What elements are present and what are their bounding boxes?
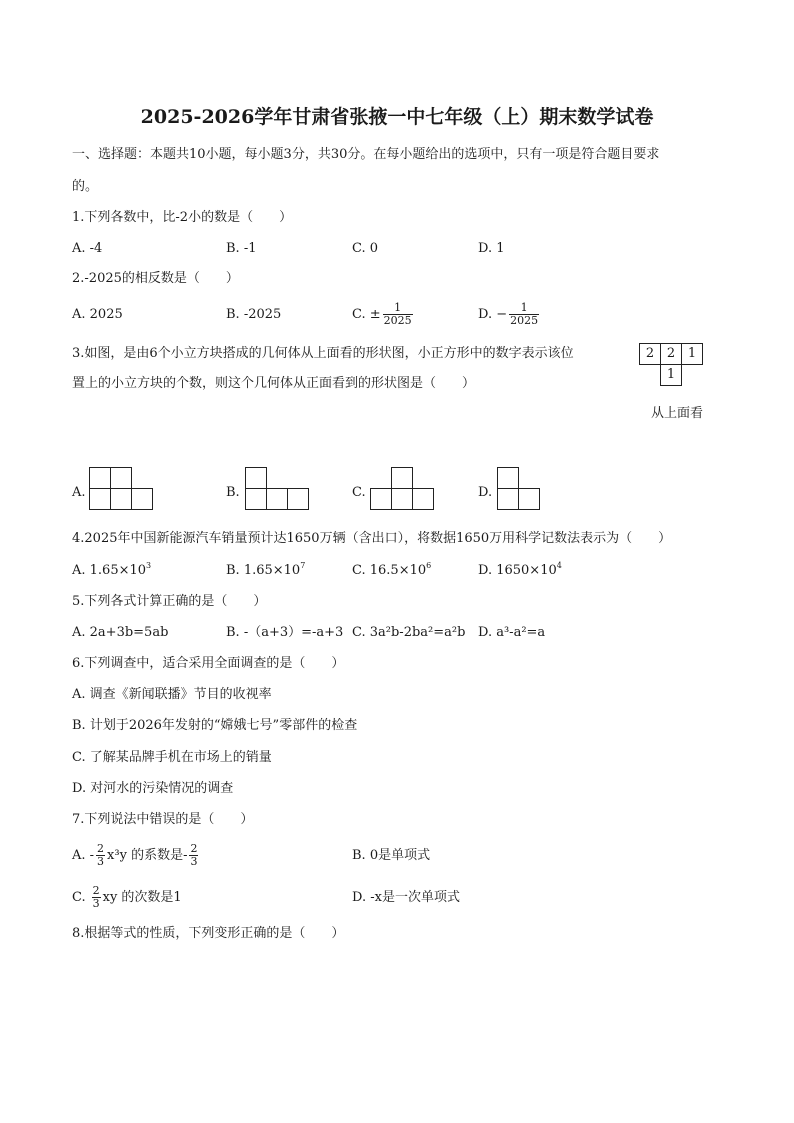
q7-a-text: x³y 的系数是- xyxy=(107,847,188,863)
q2-c-prefix: C. ± xyxy=(352,306,381,322)
q1-option-a: A. -4 xyxy=(72,241,103,256)
fraction-numerator: 1 xyxy=(394,300,402,314)
q4-a-base: A. 1.65×10 xyxy=(72,563,147,578)
q6-option-a: A. 调查《新闻联播》节目的收视率 xyxy=(72,687,272,702)
q2-stem: 2.-2025的相反数是（ ） xyxy=(72,271,239,286)
q7-stem: 7.下列说法中错误的是（ ） xyxy=(72,812,254,827)
q8-stem: 8.根据等式的性质，下列变形正确的是（ ） xyxy=(72,926,345,941)
q7-a-prefix: A. - xyxy=(72,847,95,863)
q4-c-base: C. 16.5×10 xyxy=(352,563,427,578)
q1-stem: 1.下列各数中，比-2小的数是（ ） xyxy=(72,210,293,225)
q6-option-d: D. 对河水的污染情况的调查 xyxy=(72,781,234,796)
q2-option-c xyxy=(352,298,415,330)
q2-option-d xyxy=(478,298,541,330)
q4-option-b xyxy=(226,561,306,578)
top-view-cell: 2 xyxy=(660,343,682,365)
q7-a-fraction-2 xyxy=(189,843,198,867)
q6-option-c: C. 了解某品牌手机在市场上的销量 xyxy=(72,750,272,765)
q7-c-prefix: C. xyxy=(72,889,86,905)
q1-option-b: B. -1 xyxy=(226,241,257,256)
q7-c-fraction xyxy=(92,885,101,909)
top-view-cell: 1 xyxy=(660,364,682,386)
fraction-denominator: 3 xyxy=(97,854,105,868)
q5-option-b: B. -（a+3）=-a+3 xyxy=(226,625,344,640)
q3-option-b-label: B. xyxy=(226,485,240,500)
q7-option-d: D. -x是一次单项式 xyxy=(352,890,460,905)
q7-option-b: B. 0是单项式 xyxy=(352,848,431,863)
q3-option-c-label: C. xyxy=(352,485,366,500)
fraction-denominator: 2025 xyxy=(383,313,412,327)
top-view-grid xyxy=(639,343,719,399)
fraction-denominator: 3 xyxy=(92,896,100,910)
q4-d-base: D. 1650×10 xyxy=(478,563,557,578)
fraction-denominator: 2025 xyxy=(510,313,539,327)
q3-stem-line1: 3.如图，是由6个小立方块搭成的几何体从上面看的形状图，小正方形中的数字表示该位 xyxy=(72,346,574,361)
q7-option-c xyxy=(72,880,182,914)
q4-b-base: B. 1.65×10 xyxy=(226,563,301,578)
q4-a-exponent: 3 xyxy=(146,561,152,570)
q5-option-a: A. 2a+3b=5ab xyxy=(72,625,169,640)
fraction-numerator: 2 xyxy=(190,841,198,855)
q4-d-exponent: 4 xyxy=(556,561,562,570)
top-view-cell: 2 xyxy=(639,343,661,365)
fraction-numerator: 2 xyxy=(97,841,105,855)
q2-option-b: B. -2025 xyxy=(226,307,282,322)
fraction-numerator: 2 xyxy=(92,883,100,897)
section-heading-line2: 的。 xyxy=(72,179,99,194)
fraction-denominator: 3 xyxy=(190,854,198,868)
q3-option-a-label: A. xyxy=(72,485,86,500)
q5-stem: 5.下列各式计算正确的是（ ） xyxy=(72,594,267,609)
q1-option-c: C. 0 xyxy=(352,241,379,256)
q4-option-a xyxy=(72,561,152,578)
q6-stem: 6.下列调查中，适合采用全面调查的是（ ） xyxy=(72,656,345,671)
q4-b-exponent: 7 xyxy=(300,561,306,570)
q2-d-fraction xyxy=(509,302,539,326)
q5-option-c: C. 3a²b-2ba²=a²b xyxy=(352,625,466,640)
q3-option-d-label: D. xyxy=(478,485,493,500)
q4-option-d xyxy=(478,561,562,578)
q3-stem-line2: 置上的小立方块的个数，则这个几何体从正面看到的形状图是（ ） xyxy=(72,376,476,391)
q5-option-d: D. a³-a²=a xyxy=(478,625,546,640)
q4-option-c xyxy=(352,561,432,578)
q7-c-text: xy 的次数是1 xyxy=(102,889,182,905)
top-view-caption: 从上面看 xyxy=(651,406,704,421)
q4-c-exponent: 6 xyxy=(426,561,432,570)
q2-option-a: A. 2025 xyxy=(72,307,123,322)
q7-option-a xyxy=(72,838,200,872)
q1-option-d: D. 1 xyxy=(478,241,505,256)
section-heading-line1: 一、选择题：本题共10小题，每小题3分，共30分。在每小题给出的选项中，只有一项是符合题目要求 xyxy=(72,147,660,162)
q7-a-fraction xyxy=(96,843,105,867)
top-view-cell: 1 xyxy=(681,343,703,365)
q4-stem: 4.2025年中国新能源汽车销量预计达1650万辆（含出口），将数据1650万用科学记数法表示为（ ） xyxy=(72,531,672,546)
q2-d-prefix: D. − xyxy=(478,306,508,322)
page-title: 2025-2026学年甘肃省张掖一中七年级（上）期末数学试卷 xyxy=(140,106,654,128)
q2-c-fraction xyxy=(383,302,413,326)
fraction-numerator: 1 xyxy=(520,300,528,314)
q6-option-b: B. 计划于2026年发射的“嫦娥七号”零部件的检查 xyxy=(72,718,358,733)
